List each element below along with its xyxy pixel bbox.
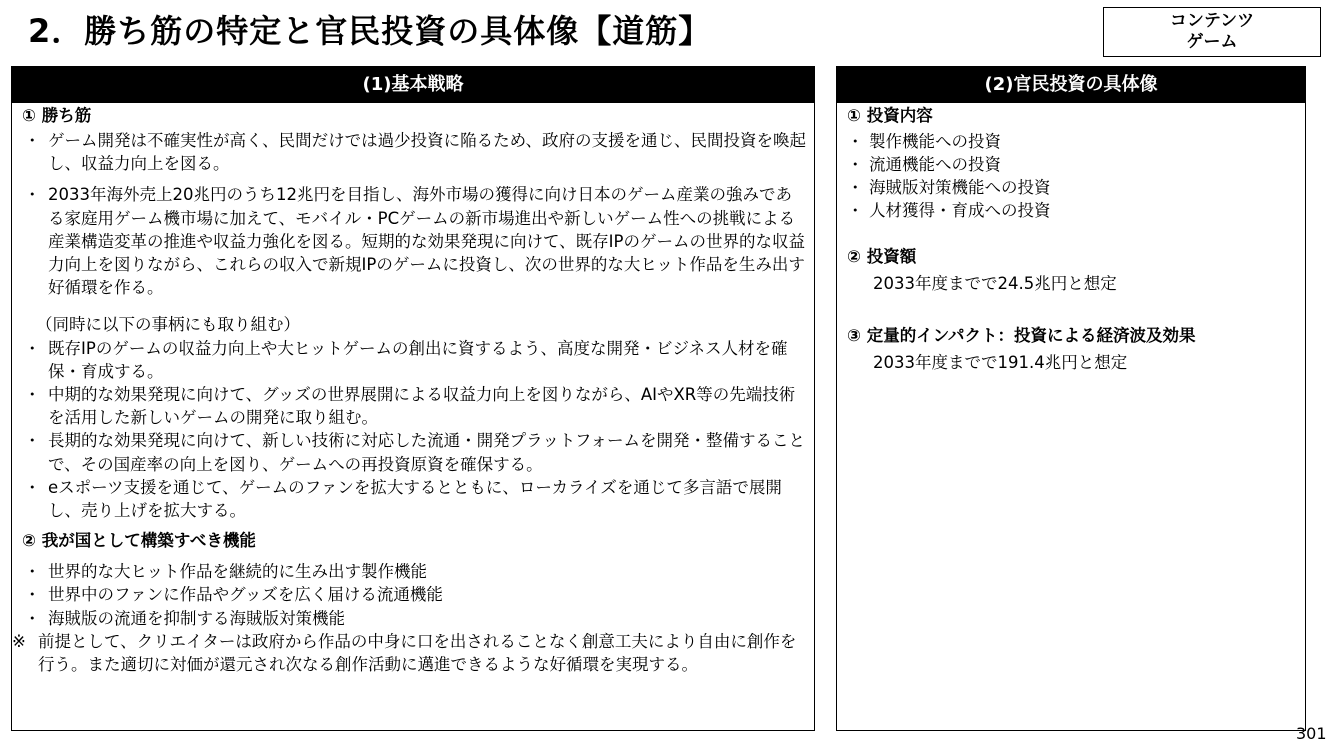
premise-note [12, 630, 806, 676]
economic-impact-title: ③ 定量的インパクト：投資による経済波及効果 [847, 326, 1196, 345]
investment-amount-text: 2033年度までで24.5兆円と想定 [873, 274, 1117, 293]
category-label-box [1103, 7, 1321, 57]
basic-strategy-body [12, 103, 814, 676]
list-item: ・ 人材獲得・育成への投資 [847, 199, 1297, 222]
additional-initiatives-list [22, 337, 806, 523]
investment-details-body [837, 103, 1305, 374]
list-item: ・ 製作機能への投資 [847, 130, 1297, 153]
basic-strategy-panel [11, 66, 815, 731]
investment-details-header: (2)官民投資の具体像 [837, 67, 1305, 103]
list-item: ・ 既存IPのゲームの収益力向上や大ヒットゲームの創出に資するよう、高度な開発・ビジネス人材を確保・育成する。 [22, 337, 806, 383]
list-item: ・ 長期的な効果発現に向けて、新しい技術に対応した流通・開発プラットフォームを開発・整備することで、その国産率の向上を図り、ゲームへの再投資原資を確保する。 [22, 429, 806, 475]
category-label-line2: ゲーム [1186, 32, 1238, 52]
economic-impact-text: 2033年度までで191.4兆円と想定 [873, 353, 1128, 372]
list-item: ・ 世界中のファンに作品やグッズを広く届ける流通機能 [22, 583, 806, 606]
list-item: ・ eスポーツ支援を通じて、ゲームのファンを拡大するとともに、ローカライズを通じて多言語で展開し、売り上げを拡大する。 [22, 476, 806, 522]
list-item: ・ 海賊版対策機能への投資 [847, 176, 1297, 199]
list-item: ・ ゲーム開発は不確実性が高く、民間だけでは過少投資に陥るため、政府の支援を通じ、民間投資を喚起し、収益力向上を図る。 [22, 129, 806, 175]
page-number: 301 [1296, 724, 1327, 743]
investment-content-title: ① 投資内容 [847, 106, 933, 125]
required-functions-title: ② 我が国として構築すべき機能 [22, 531, 256, 551]
investment-amount-title: ② 投資額 [847, 247, 917, 266]
list-item: ・ 2033年海外売上20兆円のうち12兆円を目指し、海外市場の獲得に向け日本のゲーム産業の強みである家庭用ゲーム機市場に加えて、モバイル・PCゲームの新市場進出や新しいゲーム性への挑戦による産業構造変革の推進や収益力強化を図る。短期的な効果発現に向けて、既存IPのゲームの世界的な収益力向上を図りながら、これらの収入で新規IPのゲームに投資し、次の世界的な大ヒット作品を生み出す好循環を作る。 [22, 183, 806, 299]
investment-content-list [847, 130, 1297, 222]
list-item: ・ 流通機能への投資 [847, 153, 1297, 176]
note-mark: ※ [12, 631, 26, 651]
list-item: ・ 世界的な大ヒット作品を継続的に生み出す製作機能 [22, 560, 806, 583]
page-title: 2．勝ち筋の特定と官民投資の具体像【道筋】 [28, 12, 712, 50]
list-item: ・ 中期的な効果発現に向けて、グッズの世界展開による収益力向上を図りながら、AIやXR等の先端技術を活用した新しいゲームの開発に取り組む。 [22, 383, 806, 429]
premise-note-text: 前提として、クリエイターは政府から作品の中身に口を出されることなく創意工夫により自由に創作を行う。また適切に対価が還元され次なる創作活動に邁進できるような好循環を実現する。 [38, 631, 797, 675]
category-label-line1: コンテンツ [1169, 11, 1255, 31]
parenthetical-note: （同時に以下の事柄にも取り組む） [36, 315, 300, 335]
required-functions-list [22, 560, 806, 630]
basic-strategy-header: (1)基本戦略 [12, 67, 814, 103]
list-item: ・ 海賊版の流通を抑制する海賊版対策機能 [22, 607, 806, 630]
winning-path-title: ① 勝ち筋 [22, 106, 92, 125]
winning-path-list [22, 129, 806, 299]
investment-details-panel [836, 66, 1306, 731]
